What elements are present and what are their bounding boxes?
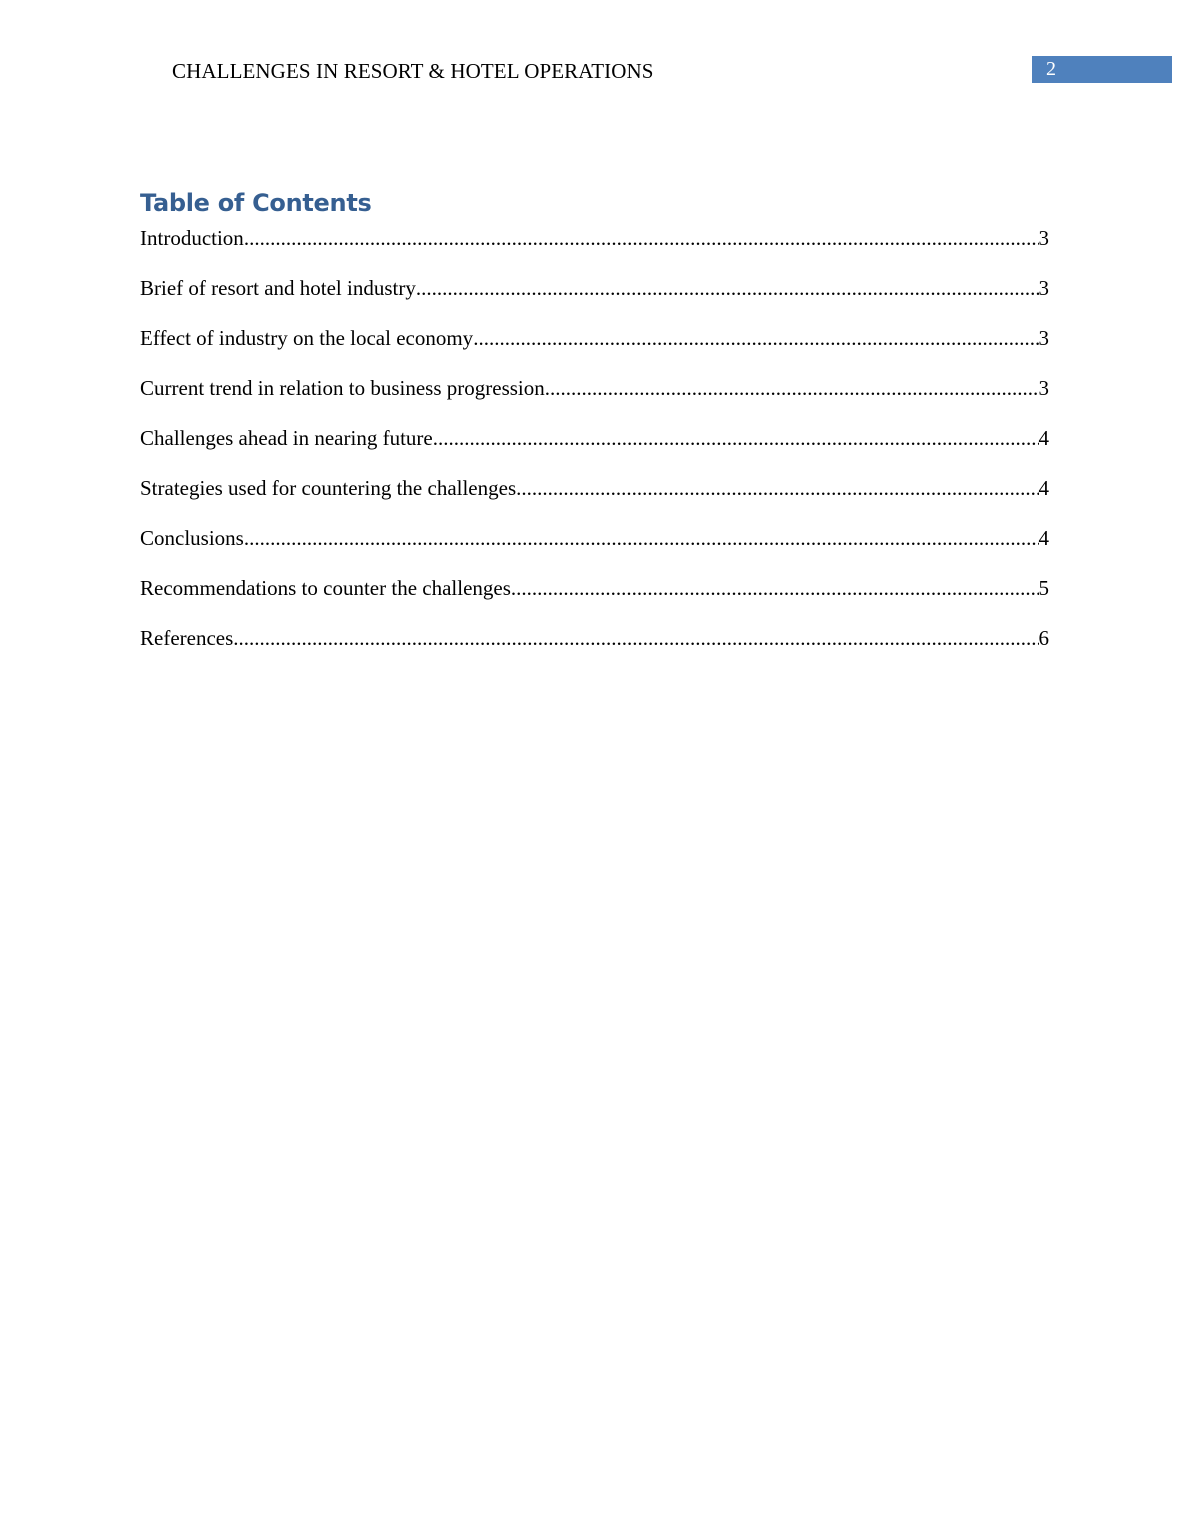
toc-dot-leader	[516, 475, 1038, 501]
toc-entry-page: 3	[1038, 276, 1049, 300]
toc-entry-challenges-ahead[interactable]	[140, 425, 1049, 475]
toc-entry-brief-of-industry[interactable]	[140, 275, 1049, 325]
toc-dot-leader	[545, 375, 1039, 401]
toc-entry-introduction[interactable]	[140, 225, 1049, 275]
toc-entry-label: Effect of industry on the local economy	[140, 326, 474, 350]
toc-entry-page: 6	[1038, 626, 1049, 650]
toc-dot-leader	[473, 325, 1038, 351]
toc-entry-effect-on-economy[interactable]	[140, 325, 1049, 375]
toc-entry-label: Introduction	[140, 226, 244, 250]
table-of-contents	[140, 225, 1049, 675]
toc-entry-label: References	[140, 626, 234, 650]
toc-entry-label: Challenges ahead in nearing future	[140, 426, 433, 450]
toc-entry-page: 3	[1038, 376, 1049, 400]
toc-entry-label: Brief of resort and hotel industry	[140, 276, 416, 300]
toc-dot-leader	[233, 625, 1038, 651]
toc-dot-leader	[244, 525, 1039, 551]
toc-dot-leader	[433, 425, 1039, 451]
toc-entry-page: 3	[1038, 226, 1049, 250]
toc-entry-page: 4	[1038, 476, 1049, 500]
running-header-title: CHALLENGES IN RESORT & HOTEL OPERATIONS	[172, 59, 654, 83]
toc-dot-leader	[416, 275, 1039, 301]
toc-heading: Table of Contents	[140, 189, 372, 217]
toc-entry-label: Current trend in relation to business progression	[140, 376, 545, 400]
toc-entry-strategies[interactable]	[140, 475, 1049, 525]
toc-entry-page: 4	[1038, 526, 1049, 550]
toc-entry-page: 4	[1038, 426, 1049, 450]
toc-entry-label: Recommendations to counter the challenges	[140, 576, 511, 600]
toc-dot-leader	[244, 225, 1039, 251]
toc-entry-page: 3	[1038, 326, 1049, 350]
toc-entry-references[interactable]	[140, 625, 1049, 675]
toc-entry-label: Strategies used for countering the challenges	[140, 476, 517, 500]
toc-entry-conclusions[interactable]	[140, 525, 1049, 575]
toc-entry-page: 5	[1038, 576, 1049, 600]
page-number-badge: 2	[1032, 56, 1172, 83]
toc-entry-label: Conclusions	[140, 526, 244, 550]
toc-entry-current-trend[interactable]	[140, 375, 1049, 425]
toc-dot-leader	[511, 575, 1039, 601]
toc-entry-recommendations[interactable]	[140, 575, 1049, 625]
